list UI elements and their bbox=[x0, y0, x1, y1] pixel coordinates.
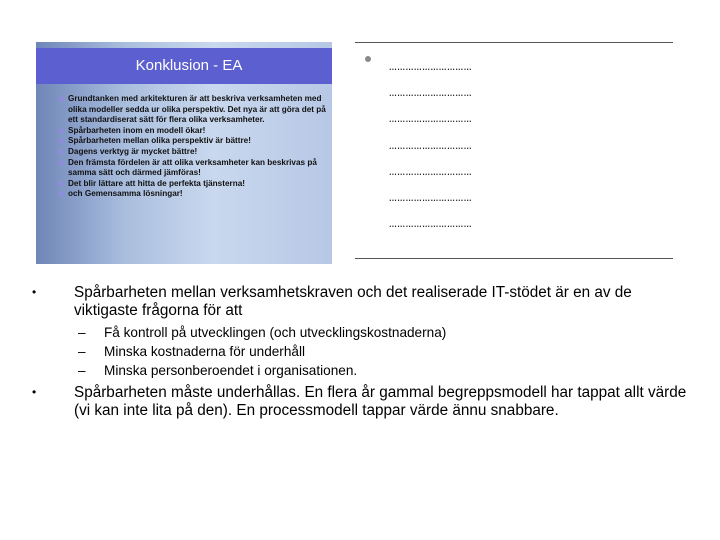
thumbnail-bullet bbox=[56, 179, 326, 190]
placeholder-rows bbox=[389, 54, 472, 237]
slide-thumbnail bbox=[36, 42, 332, 264]
thumbnail-bullet-text: Spårbarheten mellan olika perspektiv är bättre! bbox=[68, 136, 251, 146]
thumbnail-bullet-text: Dagens verktyg är mycket bättre! bbox=[68, 146, 198, 156]
placeholder-row: ………………………… bbox=[389, 59, 473, 74]
dash-icon: – bbox=[78, 363, 86, 379]
thumbnail-bullet-text: Den främsta fördelen är att olika verksamheter kan beskrivas på samma sätt och därmed jämföras! bbox=[68, 157, 317, 178]
dash-icon: – bbox=[78, 344, 86, 360]
bullet-dot-icon bbox=[58, 160, 64, 166]
placeholder-row: ………………………… bbox=[389, 190, 473, 206]
bullet-icon: • bbox=[32, 285, 37, 299]
sub-bullet-item bbox=[78, 342, 690, 361]
placeholder-row: ………………………… bbox=[389, 216, 473, 232]
dash-icon: – bbox=[78, 325, 86, 341]
panel-bullet-dot-icon bbox=[365, 56, 371, 62]
sub-bullet-text: Få kontroll på utvecklingen (och utvecklingskostnaderna) bbox=[104, 325, 447, 341]
placeholder-panel bbox=[355, 42, 673, 259]
sub-bullet-text: Minska kostnaderna för underhåll bbox=[104, 344, 305, 360]
thumbnail-bullet-text: Spårbarheten inom en modell ökar! bbox=[68, 125, 206, 135]
thumbnail-title: Konklusion - EA bbox=[135, 57, 243, 74]
thumbnail-bullet-text: Grundtanken med arkitekturen är att beskriva verksamheten med olika modeller sedda ur olika perspektiv. Det nya är att göra det på ett standardiserat sätt för flera olika verksamheter. bbox=[68, 94, 326, 125]
thumbnail-bullet bbox=[56, 158, 326, 179]
main-bullet-text: Spårbarheten måste underhållas. En flera år gammal begreppsmodell har tappat allt värde (vi kan inte lita på den). En processmodell tappar värde ännu snabbare. bbox=[74, 384, 687, 419]
bullet-icon: • bbox=[32, 385, 37, 400]
panel-top-divider bbox=[355, 42, 673, 43]
bullet-dot-icon bbox=[58, 149, 64, 155]
sub-bullet-text: Minska personberoendet i organisationen. bbox=[104, 363, 358, 379]
sub-bullet-item bbox=[78, 361, 690, 380]
main-content bbox=[30, 284, 690, 419]
placeholder-row: ………………………… bbox=[389, 111, 473, 127]
thumbnail-bullet bbox=[56, 94, 326, 126]
thumbnail-bullet bbox=[56, 147, 326, 158]
main-bullet-text: Spårbarheten mellan verksamhetskraven och det realiserade IT-stödet är en av de viktigaste frågorna för att bbox=[74, 284, 632, 319]
thumbnail-bullet bbox=[56, 136, 326, 147]
sub-bullet-item bbox=[78, 323, 690, 342]
thumbnail-bullet-text: och Gemensamma lösningar! bbox=[68, 189, 183, 199]
placeholder-row: ………………………… bbox=[389, 163, 473, 179]
main-bullet-item bbox=[30, 284, 690, 319]
main-bullet-item bbox=[30, 384, 690, 419]
bullet-dot-icon bbox=[58, 138, 64, 144]
sub-bullet-list bbox=[30, 323, 690, 380]
thumbnail-bullet bbox=[56, 126, 326, 137]
placeholder-row: ………………………… bbox=[389, 137, 473, 153]
bullet-dot-icon bbox=[58, 96, 64, 102]
bullet-dot-icon bbox=[58, 181, 64, 187]
thumbnail-bullet-list bbox=[56, 94, 326, 200]
thumbnail-bullet bbox=[56, 189, 326, 200]
bullet-dot-icon bbox=[58, 191, 64, 197]
thumbnail-bullet-text: Det blir lättare att hitta de perfekta tjänsterna! bbox=[68, 178, 245, 188]
panel-bottom-divider bbox=[355, 258, 673, 259]
placeholder-row: ………………………… bbox=[389, 85, 473, 101]
bullet-dot-icon bbox=[58, 128, 64, 134]
